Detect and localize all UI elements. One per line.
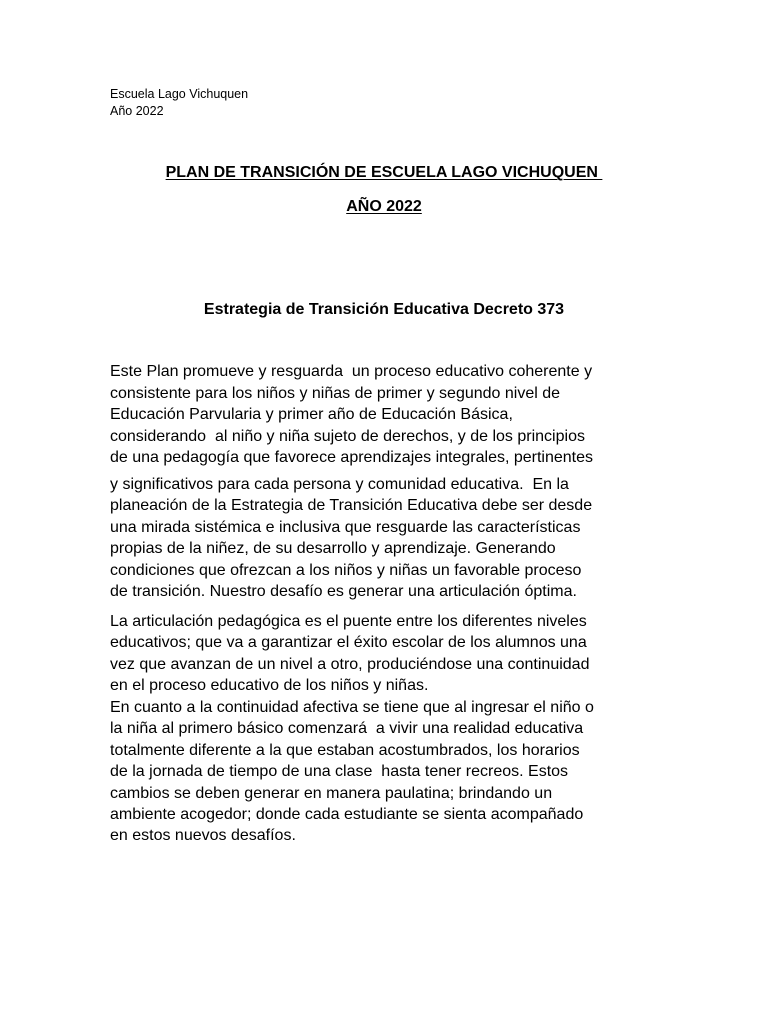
paragraph-line: considerando al niño y niña sujeto de derechos, y de los principios xyxy=(110,428,585,445)
paragraph-line: totalmente diferente a la que estaban acostumbrados, los horarios xyxy=(110,742,580,759)
paragraph-line: y significativos para cada persona y comunidad educativa. En la xyxy=(110,476,569,493)
paragraph-line: una mirada sistémica e inclusiva que resguarde las características xyxy=(110,519,581,536)
paragraph-line: propias de la niñez, de su desarrollo y aprendizaje. Generando xyxy=(110,540,556,557)
paragraph-line: Este Plan promueve y resguarda un proceso educativo coherente y xyxy=(110,363,593,380)
document-year: Año 2022 xyxy=(110,104,164,118)
paragraph-line: en estos nuevos desafíos. xyxy=(110,827,296,844)
paragraph-line: consistente para los niños y niñas de primer y segundo nivel de xyxy=(110,385,561,402)
section-heading: Estrategia de Transición Educativa Decreto 373 xyxy=(203,301,565,318)
paragraph-line: la niña al primero básico comenzará a vivir una realidad educativa xyxy=(110,720,584,737)
paragraph-line: planeación de la Estrategia de Transición Educativa debe ser desde xyxy=(110,497,593,514)
document-title-year: AÑO 2022 xyxy=(346,198,422,215)
paragraph-line: educativos; que va a garantizar el éxito escolar de los alumnos una xyxy=(110,634,587,651)
paragraph-line: La articulación pedagógica es el puente entre los diferentes niveles xyxy=(110,613,587,630)
paragraph-line: cambios se deben generar en manera paulatina; brindando un xyxy=(110,785,553,802)
school-name: Escuela Lago Vichuquen xyxy=(110,87,249,101)
paragraph-line: de transición. Nuestro desafío es generar una articulación óptima. xyxy=(110,583,577,600)
document-title: PLAN DE TRANSICIÓN DE ESCUELA LAGO VICHUQUEN xyxy=(165,164,603,181)
paragraph-line: vez que avanzan de un nivel a otro, produciéndose una continuidad xyxy=(110,656,590,673)
paragraph-line: ambiente acogedor; donde cada estudiante se sienta acompañado xyxy=(110,806,584,823)
paragraph-line: de la jornada de tiempo de una clase hasta tener recreos. Estos xyxy=(110,763,569,780)
paragraph-line: En cuanto a la continuidad afectiva se tiene que al ingresar el niño o xyxy=(110,699,594,716)
paragraph-line: condiciones que ofrezcan a los niños y niñas un favorable proceso xyxy=(110,562,582,579)
paragraph-line: de una pedagogía que favorece aprendizajes integrales, pertinentes xyxy=(110,449,594,466)
paragraph-line: Educación Parvularia y primer año de Educación Básica, xyxy=(110,406,513,423)
paragraph-line: en el proceso educativo de los niños y niñas. xyxy=(110,677,429,694)
